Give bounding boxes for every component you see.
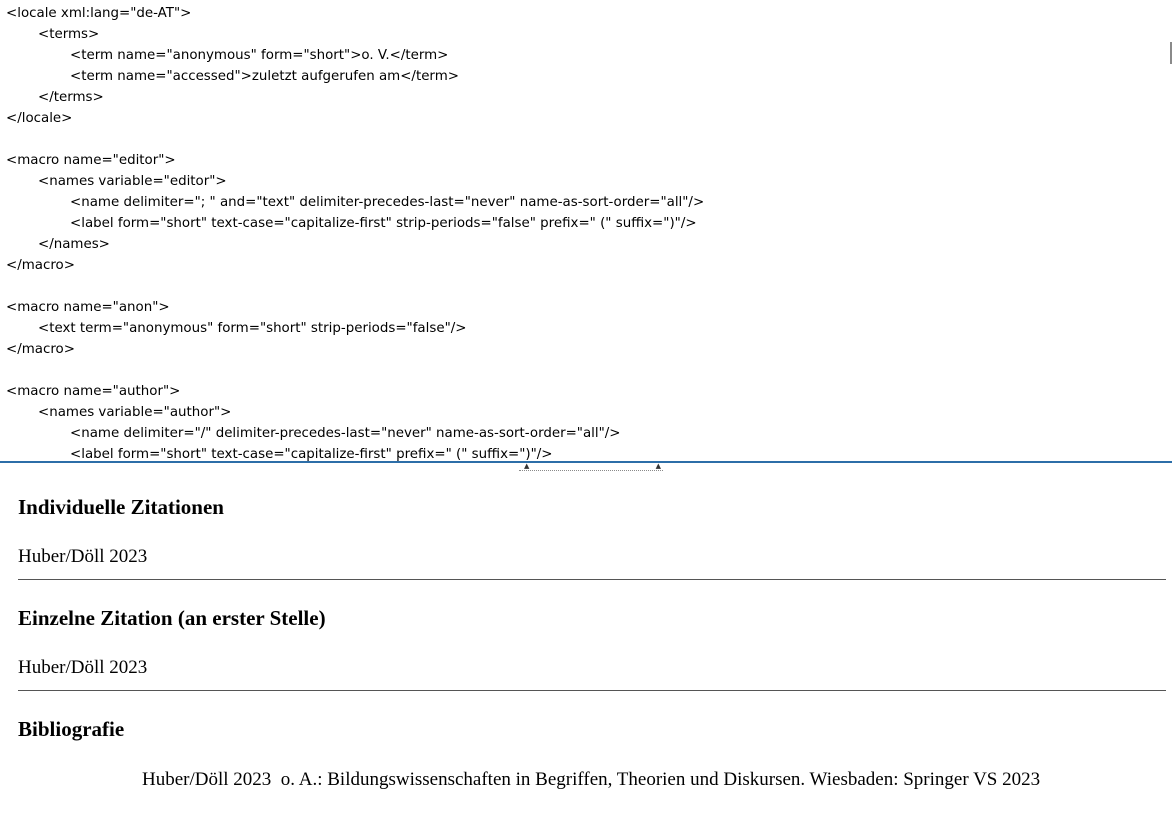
code-line[interactable]: </names>: [38, 237, 110, 252]
collapse-up-arrow-icon[interactable]: ▲: [655, 462, 661, 470]
individual-citation-text: Huber/Döll 2023: [18, 546, 148, 567]
code-line[interactable]: [6, 276, 704, 297]
code-line[interactable]: <term name="anonymous" form="short">o. V.</term>: [70, 48, 449, 63]
code-lines: [6, 3, 704, 461]
code-line[interactable]: <label form="short" text-case="capitalize-first" prefix=" (" suffix=")"/>: [70, 447, 553, 461]
code-line[interactable]: [6, 129, 704, 150]
code-line[interactable]: </locale>: [6, 111, 73, 126]
separator: [18, 579, 1166, 580]
code-line[interactable]: <locale xml:lang="de-AT">: [6, 6, 192, 21]
code-line[interactable]: </macro>: [6, 258, 75, 273]
collapse-up-arrow-icon[interactable]: ▲: [524, 462, 530, 470]
pane-splitter[interactable]: [0, 461, 1172, 470]
code-line[interactable]: <name delimiter="; " and="text" delimiter-precedes-last="never" name-as-sort-order="all"/>: [70, 195, 705, 210]
code-line[interactable]: <names variable="editor">: [38, 174, 227, 189]
code-line[interactable]: </terms>: [38, 90, 104, 105]
section-title-bibliography: Bibliografie: [18, 717, 125, 741]
code-line[interactable]: <names variable="author">: [38, 405, 232, 420]
code-line[interactable]: <terms>: [38, 27, 100, 42]
code-line[interactable]: <text term="anonymous" form="short" strip-periods="false"/>: [38, 321, 467, 336]
separator: [18, 690, 1166, 691]
code-line[interactable]: <label form="short" text-case="capitalize-first" strip-periods="false" prefix=" (" suffix=")"/>: [70, 216, 697, 231]
code-line[interactable]: <name delimiter="/" delimiter-precedes-last="never" name-as-sort-order="all"/>: [70, 426, 621, 441]
bibliography-entry: Huber/Döll 2023 o. A.: Bildungswissenschaften in Begriffen, Theorien und Diskursen. Wiesbaden: Springer VS 2023: [142, 769, 1041, 790]
section-title-individual: Individuelle Zitationen: [18, 495, 224, 519]
citation-preview: [0, 470, 1172, 825]
code-line[interactable]: </macro>: [6, 342, 75, 357]
code-line[interactable]: <macro name="editor">: [6, 153, 176, 168]
code-line[interactable]: <term name="accessed">zuletzt aufgerufen am</term>: [70, 69, 459, 84]
code-line[interactable]: [6, 360, 704, 381]
single-citation-text: Huber/Döll 2023: [18, 657, 148, 678]
section-title-single: Einzelne Zitation (an erster Stelle): [18, 606, 326, 630]
code-line[interactable]: <macro name="anon">: [6, 300, 170, 315]
code-line[interactable]: <macro name="author">: [6, 384, 181, 399]
